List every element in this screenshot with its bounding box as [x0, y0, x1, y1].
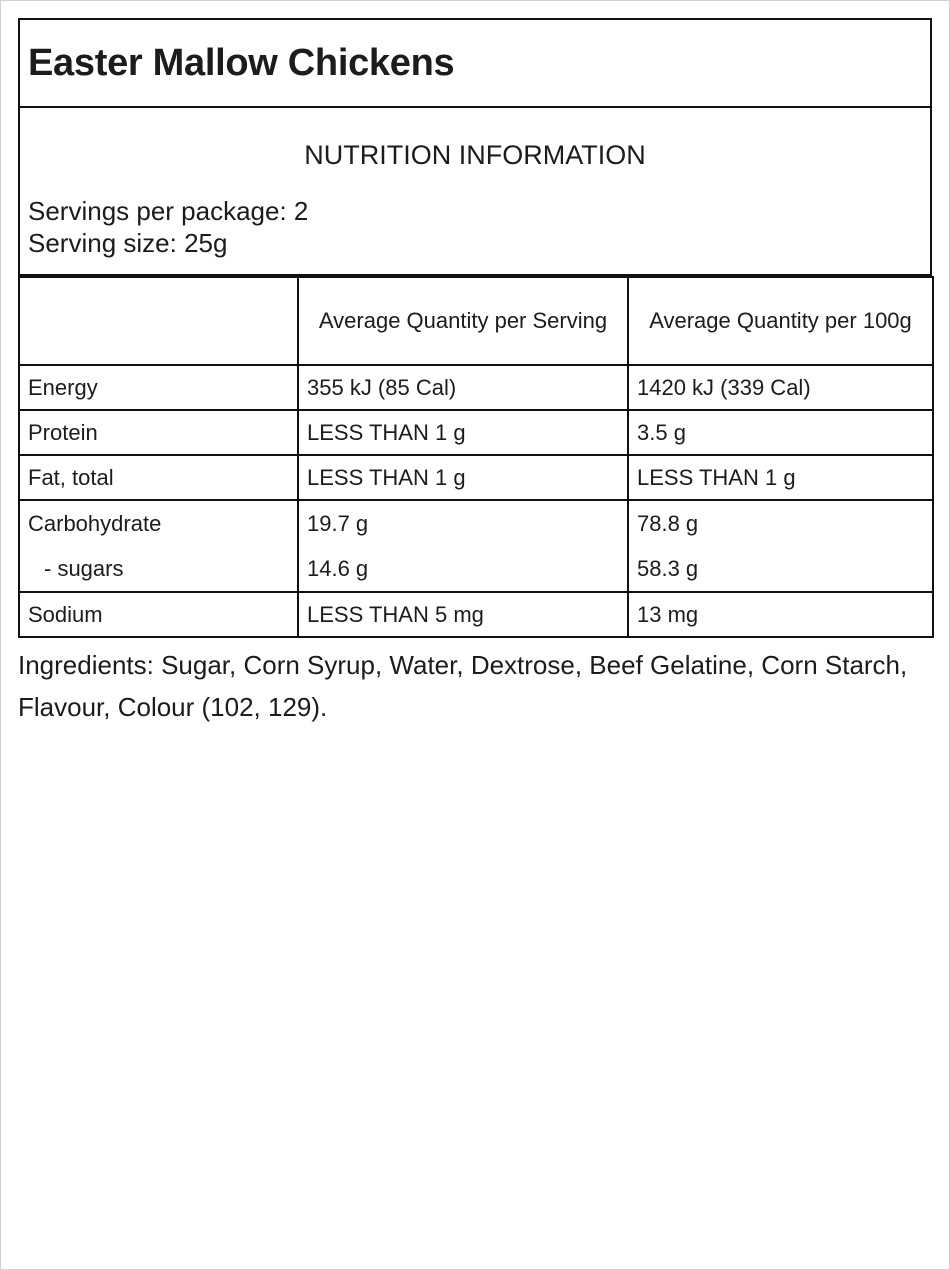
per-100g-value: 78.8 g [637, 511, 699, 536]
nutrition-table [18, 276, 934, 638]
nutrient-name: Carbohydrate [28, 511, 162, 536]
table-row-energy [19, 365, 933, 410]
header-per-100g: Average Quantity per 100g [628, 277, 933, 365]
per-serving-value: LESS THAN 5 mg [298, 592, 628, 637]
per-100g-value: 1420 kJ (339 Cal) [628, 365, 933, 410]
table-row-carbohydrate [19, 500, 933, 592]
nutrient-name-cell [19, 500, 298, 592]
per-serving-value: 355 kJ (85 Cal) [298, 365, 628, 410]
servings-per-package: Servings per package: 2 [28, 196, 309, 226]
nutrition-label [18, 18, 932, 638]
per-serving-value: LESS THAN 1 g [298, 455, 628, 500]
per-100g-value: 13 mg [628, 592, 933, 637]
table-row-sodium [19, 592, 933, 637]
header-empty [19, 277, 298, 365]
product-title: Easter Mallow Chickens [28, 41, 455, 84]
per-100g-cell [628, 500, 933, 592]
nutrient-name: Energy [19, 365, 298, 410]
nutrient-name: Sodium [19, 592, 298, 637]
nutrition-info-box [18, 108, 932, 276]
ingredients-text: Ingredients: Sugar, Corn Syrup, Water, Dextrose, Beef Gelatine, Corn Starch, Flavour, Colour (102, 129). [18, 650, 908, 722]
per-serving-value: 19.7 g [307, 511, 369, 536]
sub-per-serving-value: 14.6 g [307, 556, 369, 581]
title-box [18, 18, 932, 108]
table-row-protein [19, 410, 933, 455]
nutrition-heading: NUTRITION INFORMATION [304, 140, 646, 170]
per-100g-value: LESS THAN 1 g [628, 455, 933, 500]
per-serving-value: LESS THAN 1 g [298, 410, 628, 455]
header-per-serving: Average Quantity per Serving [298, 277, 628, 365]
per-100g-value: 3.5 g [628, 410, 933, 455]
per-serving-cell [298, 500, 628, 592]
table-header-row [19, 277, 933, 365]
serving-size: Serving size: 25g [28, 228, 228, 258]
sub-per-100g-value: 58.3 g [637, 556, 699, 581]
nutrient-name: Fat, total [19, 455, 298, 500]
nutrient-name: Protein [19, 410, 298, 455]
table-row-fat [19, 455, 933, 500]
sub-nutrient-name: - sugars [44, 556, 124, 581]
